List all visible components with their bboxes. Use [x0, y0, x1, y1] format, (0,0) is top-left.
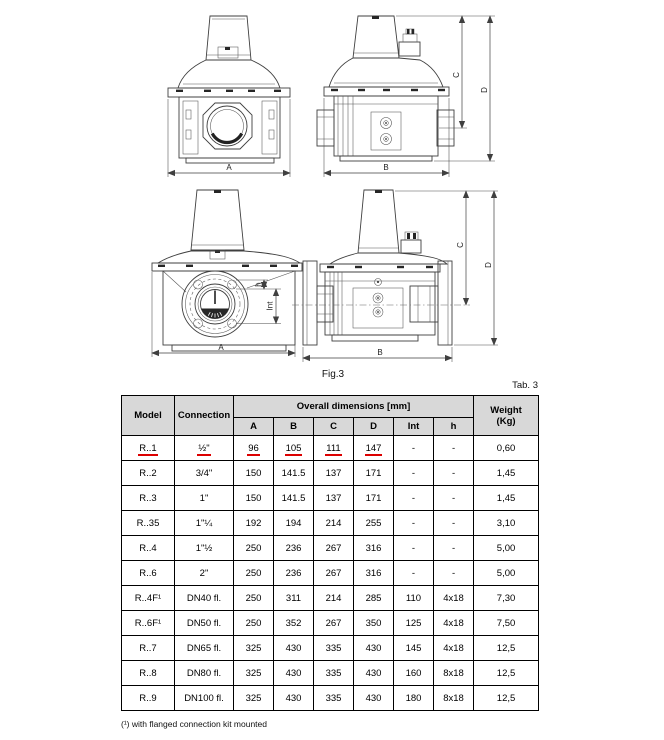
cell-c: 335: [314, 636, 354, 661]
cell-connection: DN40 fl.: [175, 586, 234, 611]
table-row: [122, 511, 539, 536]
table-row: [122, 586, 539, 611]
table-row: [122, 561, 539, 586]
cell-a: 325: [234, 636, 274, 661]
header-dim-h: h: [434, 418, 474, 436]
cell-a: 150: [234, 486, 274, 511]
table-tag: Tab. 3: [512, 380, 538, 391]
cell-connection: DN65 fl.: [175, 636, 234, 661]
cell-a: 250: [234, 561, 274, 586]
cell-h: -: [434, 461, 474, 486]
cell-d: 350: [354, 611, 394, 636]
cell-h: 4x18: [434, 611, 474, 636]
dim-label-int: Int: [265, 301, 275, 311]
cell-weight: 7,30: [474, 586, 539, 611]
dimensions-table: [121, 395, 539, 711]
cell-b: 105: [274, 436, 314, 461]
cell-connection: DN100 fl.: [175, 686, 234, 711]
cell-connection: 1"½: [175, 536, 234, 561]
cell-int: 180: [394, 686, 434, 711]
table-row: [122, 536, 539, 561]
cell-d: 285: [354, 586, 394, 611]
table-row: [122, 486, 539, 511]
front-view-flanged-drawing: [152, 190, 302, 357]
cell-h: -: [434, 486, 474, 511]
cell-d: 430: [354, 686, 394, 711]
cell-d: 430: [354, 636, 394, 661]
cell-d: 255: [354, 511, 394, 536]
cell-c: 111: [314, 436, 354, 461]
cell-weight: 12,5: [474, 661, 539, 686]
table-row: [122, 636, 539, 661]
cell-weight: 3,10: [474, 511, 539, 536]
cell-model: R..7: [122, 636, 175, 661]
cell-d: 316: [354, 561, 394, 586]
cell-c: 137: [314, 486, 354, 511]
header-dim-d: D: [354, 418, 394, 436]
cell-weight: 0,60: [474, 436, 539, 461]
cell-d: 147: [354, 436, 394, 461]
cell-b: 430: [274, 636, 314, 661]
cell-model: R..9: [122, 686, 175, 711]
cell-int: -: [394, 511, 434, 536]
header-dim-b: B: [274, 418, 314, 436]
cell-b: 236: [274, 536, 314, 561]
cell-model: R..4: [122, 536, 175, 561]
cell-model: R..35: [122, 511, 175, 536]
cell-weight: 5,00: [474, 561, 539, 586]
cell-model: R..2: [122, 461, 175, 486]
cell-int: -: [394, 436, 434, 461]
cell-connection: 3/4": [175, 461, 234, 486]
cell-c: 214: [314, 511, 354, 536]
header-weight-line1: Weight: [490, 404, 522, 416]
cell-int: -: [394, 561, 434, 586]
dim-label-a-bottom: A: [218, 343, 224, 352]
cell-weight: 1,45: [474, 461, 539, 486]
cell-model: R..1: [122, 436, 175, 461]
cell-connection: 1": [175, 486, 234, 511]
side-view-flanged-drawing: [292, 190, 498, 362]
table-row: [122, 661, 539, 686]
cell-b: 141.5: [274, 486, 314, 511]
header-dim-c: C: [314, 418, 354, 436]
cell-connection: ½": [175, 436, 234, 461]
dimensions-table-body: [122, 436, 539, 711]
dim-label-c-top: C: [452, 72, 461, 78]
table-row: [122, 436, 539, 461]
cell-connection: 2": [175, 561, 234, 586]
cell-b: 430: [274, 686, 314, 711]
dim-label-a-top: A: [226, 163, 232, 172]
cell-weight: 7,50: [474, 611, 539, 636]
cell-a: 325: [234, 686, 274, 711]
figure-caption: Fig.3: [321, 369, 345, 380]
dim-label-b-bottom: B: [377, 348, 383, 357]
cell-b: 141.5: [274, 461, 314, 486]
cell-h: -: [434, 511, 474, 536]
cell-weight: 12,5: [474, 686, 539, 711]
dim-label-d-top: D: [480, 87, 489, 93]
cell-b: 430: [274, 661, 314, 686]
cell-h: 4x18: [434, 586, 474, 611]
cell-d: 171: [354, 486, 394, 511]
cell-c: 267: [314, 536, 354, 561]
cell-d: 430: [354, 661, 394, 686]
cell-d: 171: [354, 461, 394, 486]
cell-b: 352: [274, 611, 314, 636]
side-view-threaded-drawing: [317, 16, 495, 177]
table-row: [122, 461, 539, 486]
cell-a: 250: [234, 611, 274, 636]
cell-connection: DN80 fl.: [175, 661, 234, 686]
cell-c: 137: [314, 461, 354, 486]
cell-h: -: [434, 436, 474, 461]
front-view-threaded-drawing: [168, 16, 290, 177]
cell-model: R..8: [122, 661, 175, 686]
cell-int: 110: [394, 586, 434, 611]
cell-weight: 12,5: [474, 636, 539, 661]
cell-c: 214: [314, 586, 354, 611]
dim-label-b-top: B: [383, 163, 389, 172]
header-weight: [474, 396, 539, 436]
cell-h: 8x18: [434, 661, 474, 686]
cell-c: 335: [314, 661, 354, 686]
cell-model: R..6F¹: [122, 611, 175, 636]
cell-connection: DN50 fl.: [175, 611, 234, 636]
cell-a: 150: [234, 461, 274, 486]
cell-int: 125: [394, 611, 434, 636]
cell-h: 4x18: [434, 636, 474, 661]
cell-weight: 5,00: [474, 536, 539, 561]
cell-int: 160: [394, 661, 434, 686]
cell-model: R..3: [122, 486, 175, 511]
dim-label-c-bottom: C: [456, 242, 465, 248]
cell-b: 236: [274, 561, 314, 586]
cell-b: 194: [274, 511, 314, 536]
cell-a: 250: [234, 536, 274, 561]
header-connection: Connection: [175, 396, 234, 436]
cell-connection: 1"¼: [175, 511, 234, 536]
cell-int: 145: [394, 636, 434, 661]
cell-h: 8x18: [434, 686, 474, 711]
cell-weight: 1,45: [474, 486, 539, 511]
cell-b: 311: [274, 586, 314, 611]
cell-h: -: [434, 536, 474, 561]
cell-c: 267: [314, 561, 354, 586]
dim-label-d-bottom: D: [484, 262, 493, 268]
cell-c: 335: [314, 686, 354, 711]
cell-int: -: [394, 461, 434, 486]
cell-a: 192: [234, 511, 274, 536]
cell-int: -: [394, 536, 434, 561]
cell-d: 316: [354, 536, 394, 561]
footnote: (¹) with flanged connection kit mounted: [121, 719, 267, 729]
cell-model: R..6: [122, 561, 175, 586]
table-row: [122, 611, 539, 636]
cell-c: 267: [314, 611, 354, 636]
cell-model: R..4F¹: [122, 586, 175, 611]
dim-label-h: h: [254, 282, 263, 287]
header-overall-dimensions: Overall dimensions [mm]: [234, 396, 474, 418]
header-dim-int: Int: [394, 418, 434, 436]
cell-a: 96: [234, 436, 274, 461]
cell-int: -: [394, 486, 434, 511]
header-dim-a: A: [234, 418, 274, 436]
header-model: Model: [122, 396, 175, 436]
cell-h: -: [434, 561, 474, 586]
header-weight-line2: (Kg): [496, 415, 516, 427]
cell-a: 325: [234, 661, 274, 686]
table-row: [122, 686, 539, 711]
cell-a: 250: [234, 586, 274, 611]
